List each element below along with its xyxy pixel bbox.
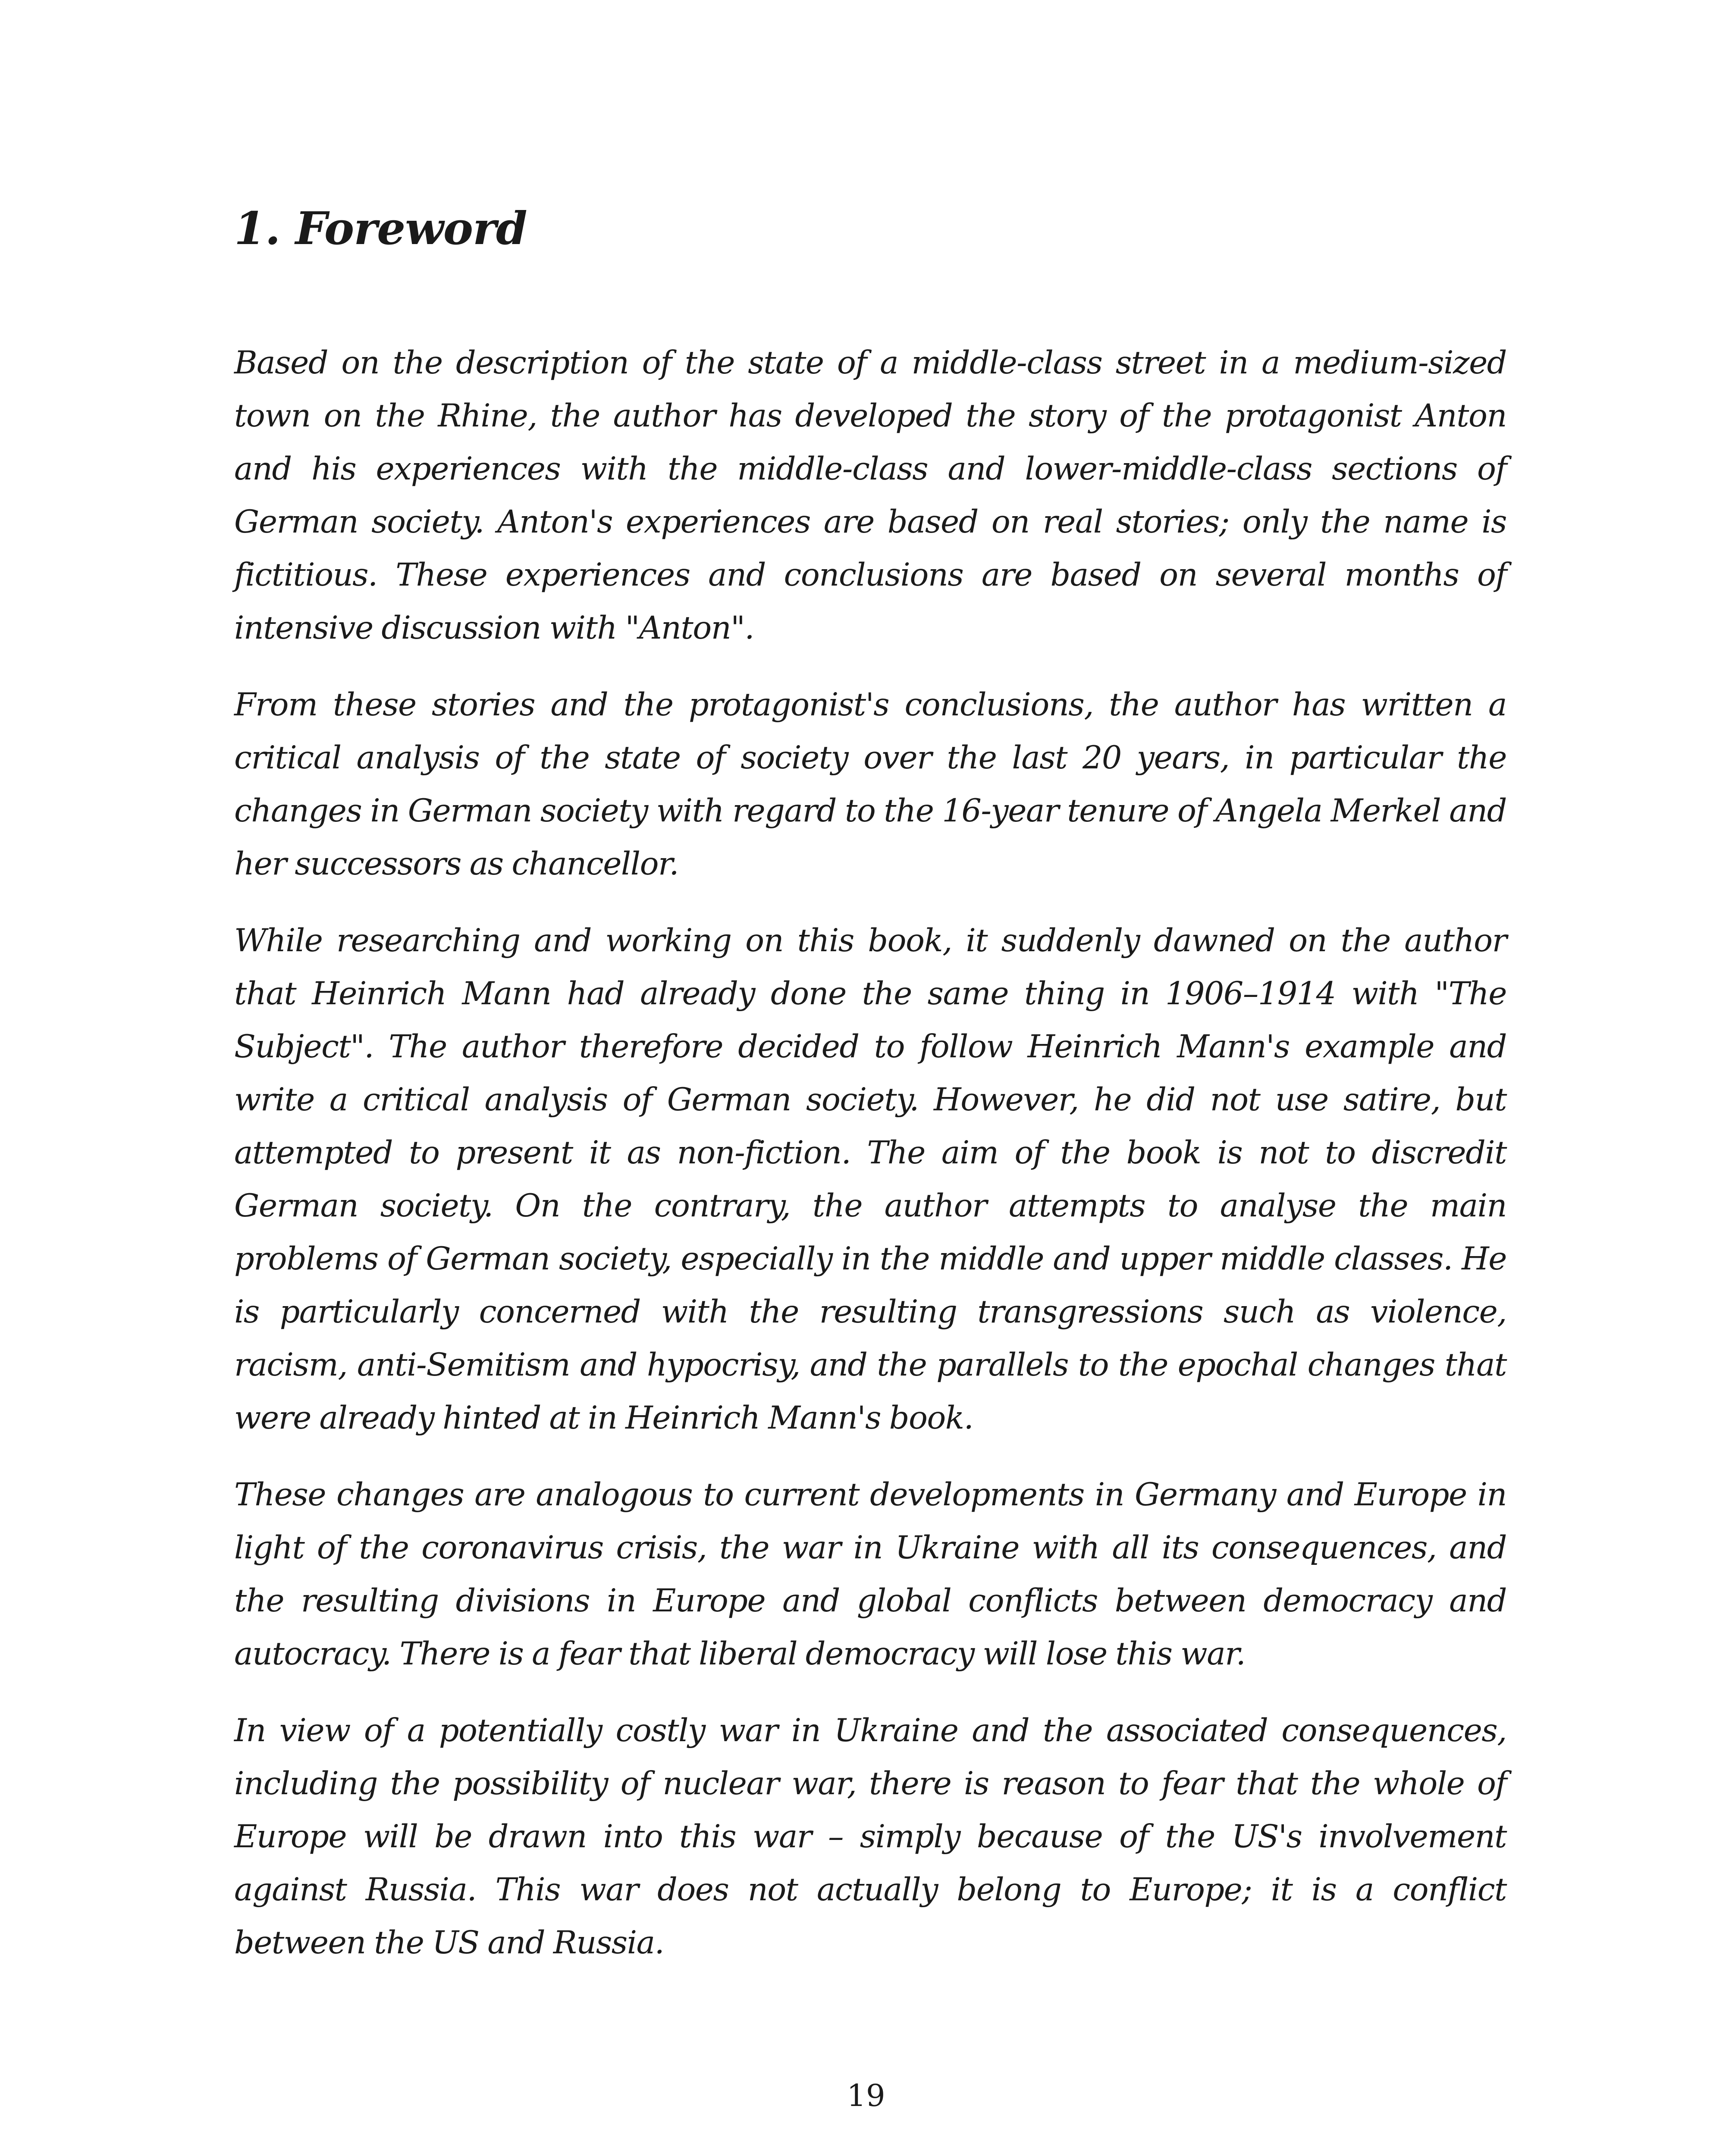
paragraph: These changes are analogous to current developments in Germany and Europe in light of the coronavirus crisis, the war in Ukraine with all its consequences, and the resulting divisions in Europe and global conflicts between democracy and autocracy. There is a fear that liberal democracy will lose this war. [234, 1476, 1506, 1672]
paragraph: Based on the description of the state of a middle-class street in a medium-sized town on the Rhine, the author has developed the story of the protagonist Anton and his experiences with the middle-class and lower-middle-class sections of German society. Anton's experiences are based on real stories; only the name is fictitious. These experiences and conclusions are based on several months of intensive discussion with "Anton". [234, 345, 1506, 646]
paragraph: In view of a potentially costly war in Ukraine and the associated consequences, including the possibility of nuclear war, there is reason to fear that the whole of Europe will be drawn into this war – simply because of the US's involvement against Russia. This war does not actually belong to Europe; it is a conflict between the US and Russia. [234, 1712, 1506, 1961]
paragraph: From these stories and the protagonist's conclusions, the author has written a critical analysis of the state of society over the last 20 years, in particular the changes in German society with regard to the 16-year tenure of Angela Merkel and her successors as chancellor. [234, 686, 1506, 882]
chapter-heading: 1. Foreword [234, 202, 527, 255]
page-number: 19 [847, 2078, 885, 2113]
paragraph: While researching and working on this book, it suddenly dawned on the author that Heinrich Mann had already done the same thing in 1906–1914 with "The Subject". The author therefore decided to follow Heinrich Mann's example and write a critical analysis of German society. However, he did not use satire, but attempted to present it as non-fiction. The aim of the book is not to discredit German society. On the contrary, the author attempts to analyse the main problems of German society, especially in the middle and upper middle classes. He is particularly concerned with the resulting transgressions such as violence, racism, anti-Semitism and hypocrisy, and the parallels to the epochal changes that were already hinted at in Heinrich Mann's book. [234, 922, 1506, 1436]
body-text [234, 336, 1506, 1993]
